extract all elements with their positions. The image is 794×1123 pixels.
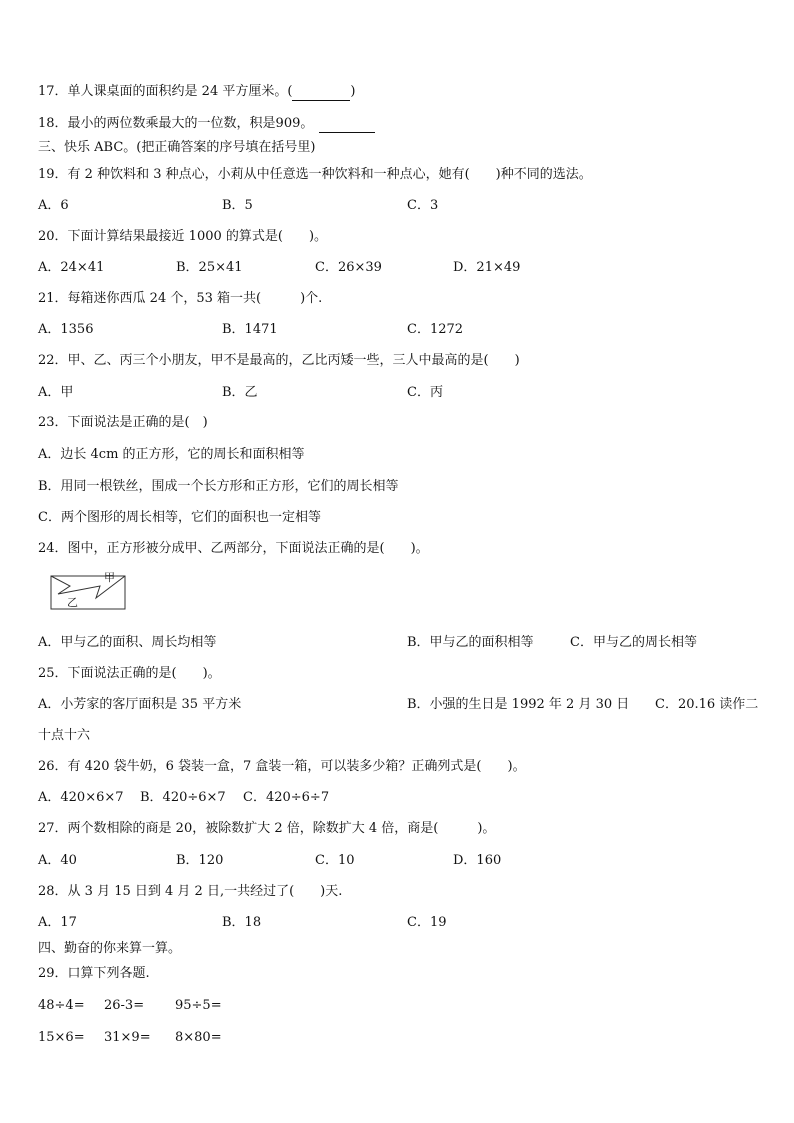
question-23-option-b[interactable]: B．用同一根铁丝，围成一个长方形和正方形，它们的周长相等 — [38, 479, 399, 494]
question-27-option-a[interactable]: A．40 — [38, 853, 77, 868]
question-21-option-b[interactable]: B．1471 — [222, 322, 278, 337]
question-23-stem: 23．下面说法是正确的是( ) — [38, 415, 208, 430]
mental-math-item: 26-3= — [104, 998, 145, 1013]
question-25-option-c-continued: 十点十六 — [38, 728, 91, 743]
answer-blank[interactable] — [319, 116, 375, 133]
question-17 — [38, 84, 356, 101]
question-25-option-b[interactable]: B．小强的生日是 1992 年 2 月 30 日 — [407, 697, 630, 712]
question-20-option-a[interactable]: A．24×41 — [38, 260, 105, 275]
question-20-option-d[interactable]: D．21×49 — [453, 260, 521, 275]
question-27-option-d[interactable]: D．160 — [453, 853, 502, 868]
question-26-stem: 26．有 420 袋牛奶，6 袋装一盒，7 盒装一箱，可以装多少箱？正确列式是( )。 — [38, 759, 526, 774]
question-21-option-a[interactable]: A．1356 — [38, 322, 94, 337]
question-29-stem: 29．口算下列各题. — [38, 966, 150, 981]
question-25-option-a[interactable]: A．小芳家的客厅面积是 35 平方米 — [38, 697, 242, 712]
mental-math-item: 15×6= — [38, 1030, 85, 1045]
question-26-option-a[interactable]: A．420×6×7 — [38, 790, 124, 805]
question-20-option-c[interactable]: C．26×39 — [315, 260, 382, 275]
question-22-option-b[interactable]: B．乙 — [222, 385, 258, 400]
square-division-figure — [50, 572, 128, 612]
mental-math-item: 48÷4= — [38, 998, 85, 1013]
question-28-stem: 28．从 3 月 15 日到 4 月 2 日,一共经过了( )天. — [38, 884, 343, 899]
figure-label-jia: 甲 — [104, 572, 115, 584]
question-25-stem: 25．下面说法正确的是( )。 — [38, 666, 221, 681]
question-28-option-b[interactable]: B．18 — [222, 915, 262, 930]
question-19-option-b[interactable]: B．5 — [222, 198, 253, 213]
question-18-text: 18．最小的两位数乘最大的一位数，积是909。 — [38, 116, 314, 131]
question-27-option-c[interactable]: C．10 — [315, 853, 355, 868]
question-24-option-c[interactable]: C．甲与乙的周长相等 — [570, 635, 697, 650]
question-24-option-a[interactable]: A．甲与乙的面积、周长均相等 — [38, 635, 217, 650]
question-27-stem: 27．两个数相除的商是 20，被除数扩大 2 倍，除数扩大 4 倍，商是( )。 — [38, 821, 496, 836]
question-23-option-c[interactable]: C．两个图形的周长相等，它们的面积也一定相等 — [38, 510, 321, 525]
question-20-stem: 20．下面计算结果最接近 1000 的算式是( )。 — [38, 229, 328, 244]
question-19-option-c[interactable]: C．3 — [407, 198, 439, 213]
section-3-heading: 三、快乐 ABC。(把正确答案的序号填在括号里) — [38, 140, 316, 155]
question-22-option-a[interactable]: A．甲 — [38, 385, 74, 400]
mental-math-item: 31×9= — [104, 1030, 151, 1045]
question-19-stem: 19．有 2 种饮料和 3 种点心，小莉从中任意选一种饮料和一种点心，她有( )种不同的选法。 — [38, 167, 592, 182]
question-28-option-c[interactable]: C．19 — [407, 915, 447, 930]
question-26-option-b[interactable]: B．420÷6×7 — [140, 790, 226, 805]
section-4-heading: 四、勤奋的你来算一算。 — [38, 941, 182, 956]
question-23-option-a[interactable]: A．边长 4cm 的正方形，它的周长和面积相等 — [38, 447, 305, 462]
mental-math-item: 8×80= — [175, 1030, 222, 1045]
figure-label-yi: 乙 — [67, 596, 78, 609]
question-21-option-c[interactable]: C．1272 — [407, 322, 464, 337]
answer-blank[interactable] — [292, 84, 350, 101]
question-25-option-c[interactable]: C．20.16 读作二 — [655, 697, 759, 712]
mental-math-item: 95÷5= — [175, 998, 222, 1013]
question-26-option-c[interactable]: C．420÷6÷7 — [243, 790, 330, 805]
question-17-text: 17．单人课桌面的面积约是 24 平方厘米。( — [38, 84, 293, 99]
question-21-stem: 21．每箱迷你西瓜 24 个，53 箱一共( )个. — [38, 291, 323, 306]
question-24-option-b[interactable]: B．甲与乙的面积相等 — [407, 635, 534, 650]
question-22-stem: 22．甲、乙、丙三个小朋友，甲不是最高的，乙比丙矮一些，三人中最高的是( ) — [38, 353, 520, 368]
question-24-stem: 24．图中，正方形被分成甲、乙两部分，下面说法正确的是( )。 — [38, 541, 429, 556]
question-17-end: ) — [350, 84, 356, 99]
question-19-option-a[interactable]: A．6 — [38, 198, 69, 213]
question-18 — [38, 116, 375, 133]
question-20-option-b[interactable]: B．25×41 — [176, 260, 243, 275]
question-27-option-b[interactable]: B．120 — [176, 853, 224, 868]
question-22-option-c[interactable]: C．丙 — [407, 385, 443, 400]
question-28-option-a[interactable]: A．17 — [38, 915, 77, 930]
